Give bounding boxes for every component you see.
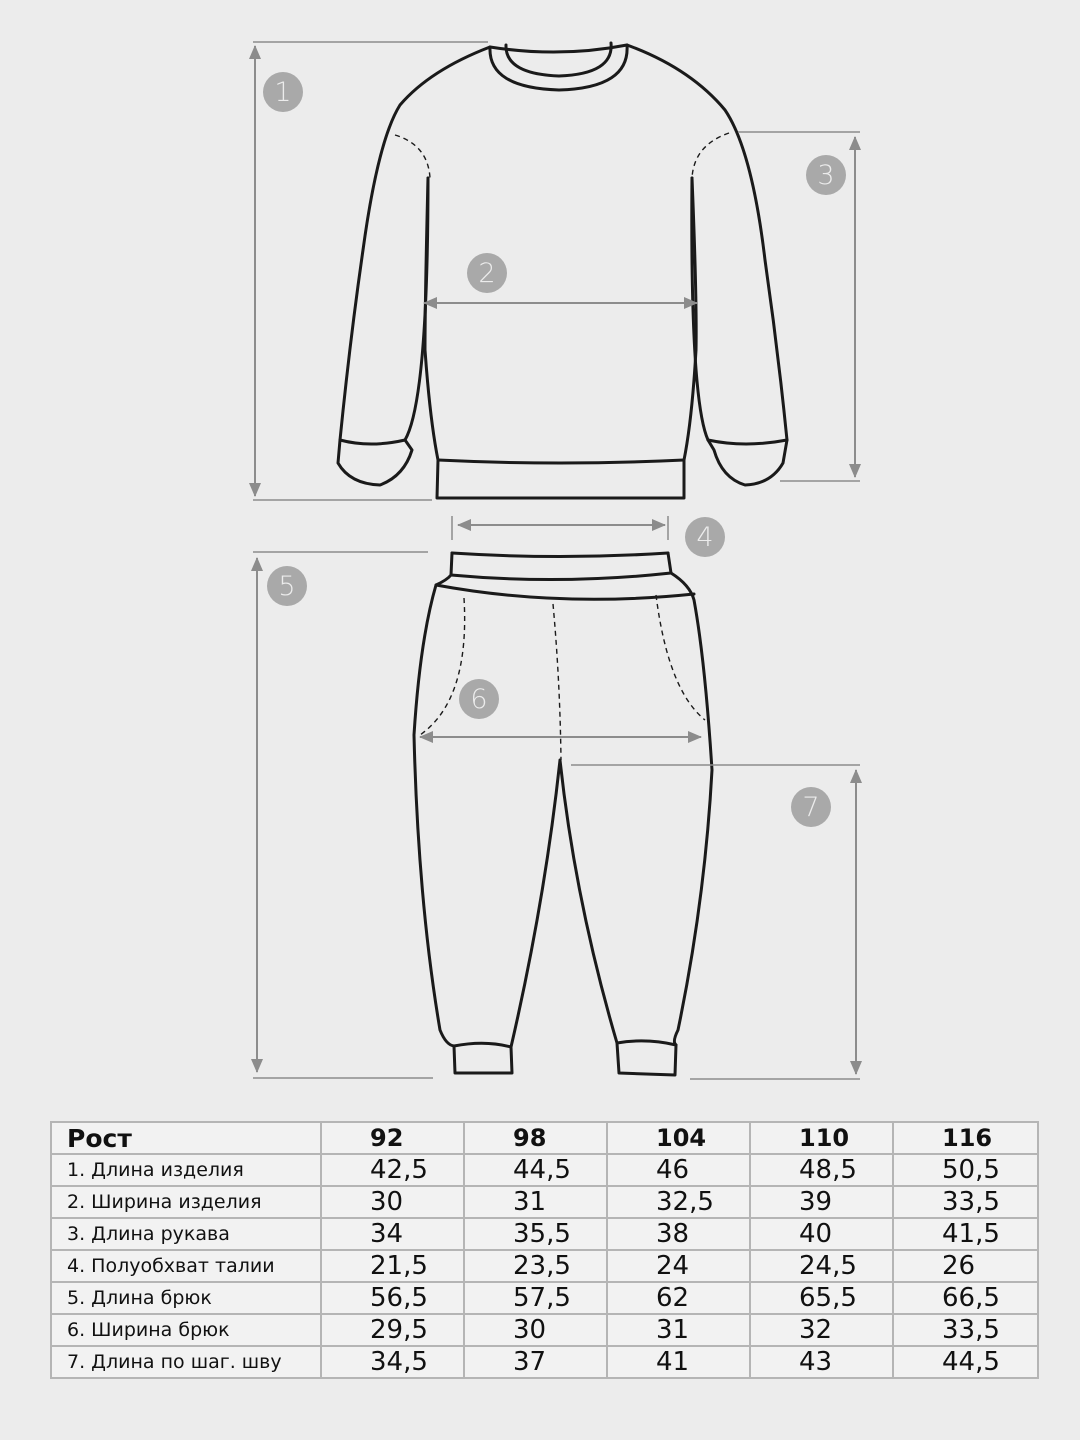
table-cell: 31 <box>607 1314 750 1346</box>
table-cell: 56,5 <box>321 1282 464 1314</box>
table-header-row <box>51 1122 1038 1154</box>
table-cell: 44,5 <box>464 1154 607 1186</box>
table-cell: 48,5 <box>750 1154 893 1186</box>
marker-7-badge: 7 <box>791 787 831 827</box>
table-cell: 21,5 <box>321 1250 464 1282</box>
table-cell: 34,5 <box>321 1346 464 1378</box>
table-cell: 40 <box>750 1218 893 1250</box>
table-cell: 26 <box>893 1250 1038 1282</box>
header-size-104: 104 <box>607 1122 750 1154</box>
table-cell: 50,5 <box>893 1154 1038 1186</box>
marker-5-badge: 5 <box>267 566 307 606</box>
table-row <box>51 1186 1038 1218</box>
header-size-98: 98 <box>464 1122 607 1154</box>
table-row <box>51 1218 1038 1250</box>
marker-6-badge: 6 <box>459 679 499 719</box>
table-cell: 57,5 <box>464 1282 607 1314</box>
header-size-116: 116 <box>893 1122 1038 1154</box>
table-cell: 34 <box>321 1218 464 1250</box>
row-label: 3. Длина рукава <box>51 1218 321 1250</box>
row-label: 7. Длина по шаг. шву <box>51 1346 321 1378</box>
marker-3-badge: 3 <box>806 155 846 195</box>
table-cell: 33,5 <box>893 1314 1038 1346</box>
table-cell: 44,5 <box>893 1346 1038 1378</box>
table-cell: 42,5 <box>321 1154 464 1186</box>
size-table <box>50 1121 1039 1379</box>
table-cell: 38 <box>607 1218 750 1250</box>
table-cell: 32 <box>750 1314 893 1346</box>
table-row <box>51 1282 1038 1314</box>
table-cell: 39 <box>750 1186 893 1218</box>
table-cell: 24,5 <box>750 1250 893 1282</box>
row-label: 1. Длина изделия <box>51 1154 321 1186</box>
table-cell: 23,5 <box>464 1250 607 1282</box>
table-cell: 41,5 <box>893 1218 1038 1250</box>
table-cell: 31 <box>464 1186 607 1218</box>
table-row <box>51 1250 1038 1282</box>
header-size-92: 92 <box>321 1122 464 1154</box>
dimension-lines <box>253 42 860 1079</box>
row-label: 2. Ширина изделия <box>51 1186 321 1218</box>
table-cell: 46 <box>607 1154 750 1186</box>
marker-2-badge: 2 <box>467 253 507 293</box>
table-cell: 30 <box>464 1314 607 1346</box>
marker-1-badge: 1 <box>263 72 303 112</box>
table-row <box>51 1154 1038 1186</box>
trousers-seams <box>420 595 705 760</box>
table-cell: 43 <box>750 1346 893 1378</box>
table-cell: 35,5 <box>464 1218 607 1250</box>
table-cell: 65,5 <box>750 1282 893 1314</box>
table-cell: 30 <box>321 1186 464 1218</box>
marker-4-badge: 4 <box>685 517 725 557</box>
table-row <box>51 1314 1038 1346</box>
trousers-outline <box>414 553 712 1075</box>
table-cell: 24 <box>607 1250 750 1282</box>
table-cell: 33,5 <box>893 1186 1038 1218</box>
table-cell: 41 <box>607 1346 750 1378</box>
table-cell: 66,5 <box>893 1282 1038 1314</box>
table-cell: 37 <box>464 1346 607 1378</box>
table-cell: 32,5 <box>607 1186 750 1218</box>
row-label: 6. Ширина брюк <box>51 1314 321 1346</box>
row-label: 5. Длина брюк <box>51 1282 321 1314</box>
table-cell: 29,5 <box>321 1314 464 1346</box>
header-size-110: 110 <box>750 1122 893 1154</box>
table-cell: 62 <box>607 1282 750 1314</box>
header-height-label: Рост <box>51 1122 321 1154</box>
sweatshirt-outline <box>338 43 787 498</box>
sweatshirt-seams <box>395 133 729 178</box>
table-row <box>51 1346 1038 1378</box>
row-label: 4. Полуобхват талии <box>51 1250 321 1282</box>
